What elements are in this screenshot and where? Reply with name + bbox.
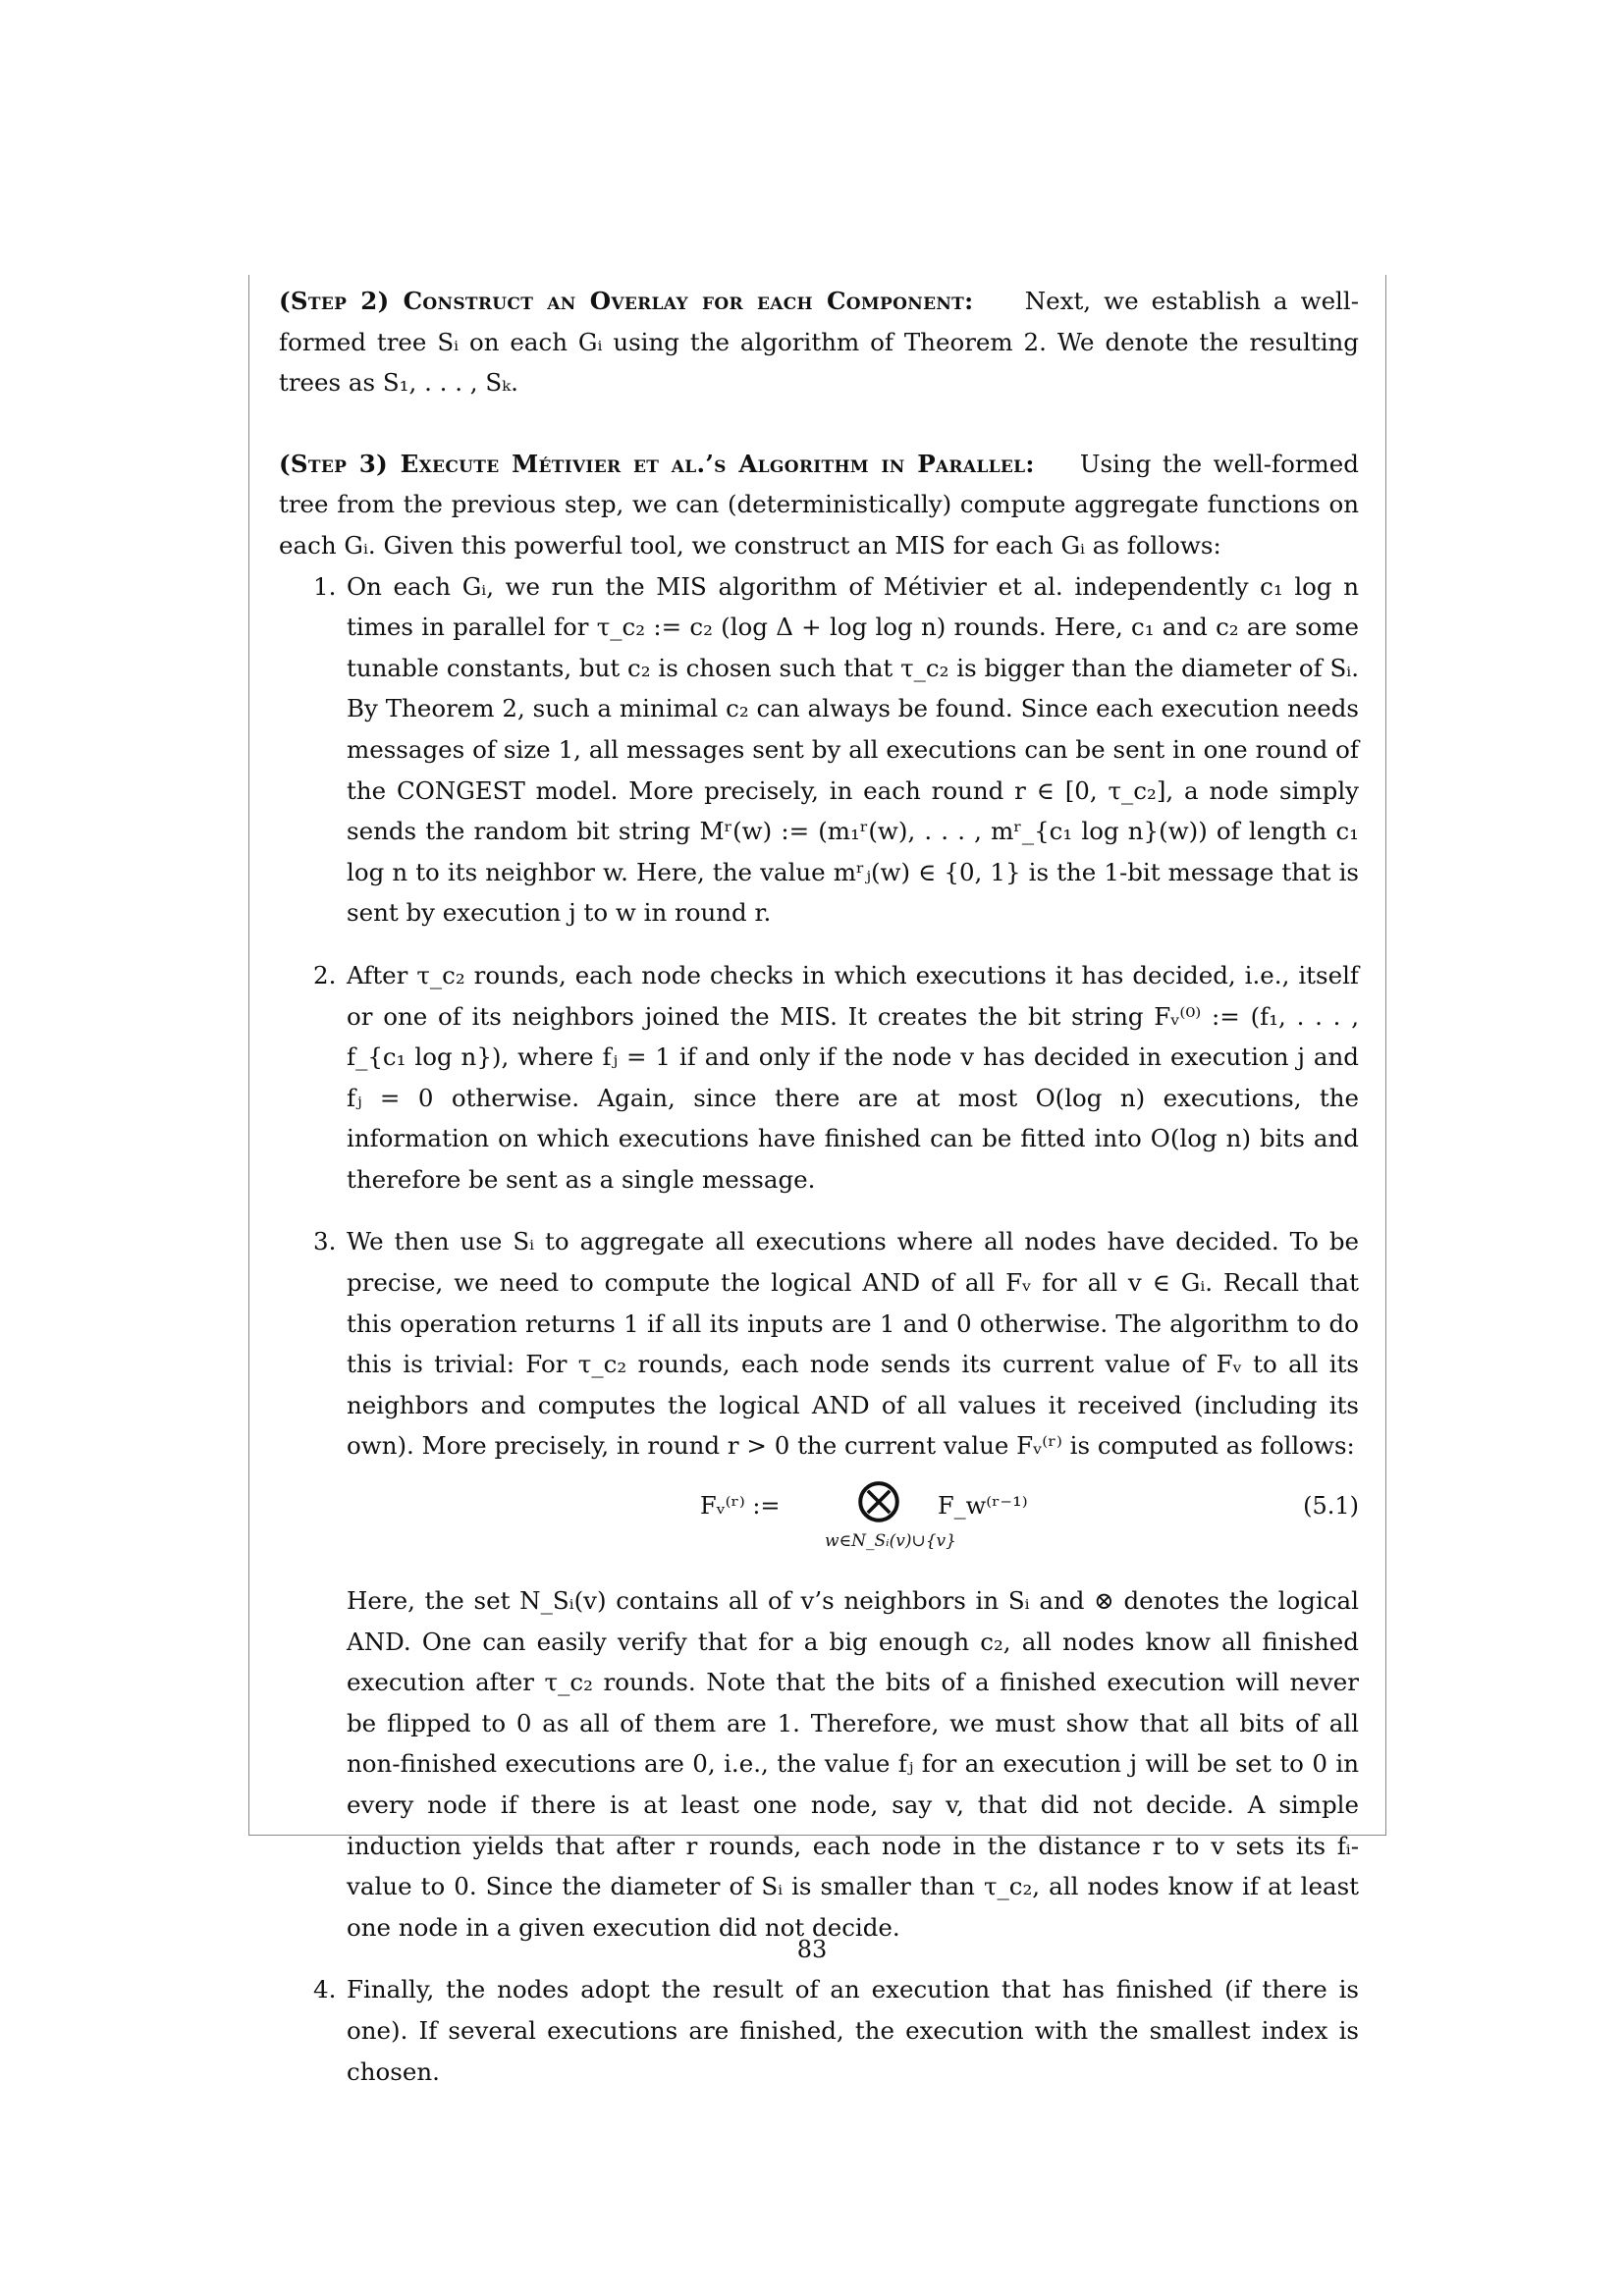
list-item (279, 955, 1359, 1201)
list-item-text: On each Gᵢ, we run the MIS algorithm of Métivier et al. independently c₁ log n times in parallel for τ_c₂ := c₂ (log Δ + log log n) rounds. Here, c₁ and c₂ are some tunable constants, but c₂ is chosen such that τ_c₂ is bigger than the diameter of Sᵢ. By Theorem 2, such a minimal c₂ can always be found. Since each execution needs messages of size 1, all messages sent by all executions can be sent in one round of the CONGEST model. More precisely, in each round r ∈ [0, τ_c₂], a node simply sends the random bit string Mʳ(w) := (m₁ʳ(w), . . . , mʳ_{c₁ log n}(w)) of length c₁ log n to its neighbor w. Here, the value mʳⱼ(w) ∈ {0, 1} is the 1-bit message that is sent by execution j to w in round r. (347, 571, 1359, 928)
list-item-number: 2. (313, 960, 337, 989)
list-item-text-continued: Here, the set N_Sᵢ(v) contains all of v’s neighbors in Sᵢ and ⊗ denotes the logical AND. One can easily verify that for a big enough c₂, all nodes know all finished execution after τ_c₂ rounds. Note that the bits of a finished execution will never be flipped to 0 as all of them are 1. Therefore, we must show that all bits of all non-finished executions are 0, i.e., the value fⱼ for an execution j will be set to 0 in every node if there is at least one node, say v, that did not decide. A simple induction yields that after r rounds, each node in the distance r to v sets its fᵢ-value to 0. Since the diameter of Sᵢ is smaller than τ_c₂, all nodes know if at least one node in a given execution did not decide. (347, 1586, 1359, 1942)
equation-subscript: w∈N_Sᵢ(v)∪{v} (825, 1531, 956, 1552)
list-item (279, 1969, 1359, 2092)
equation-number: (5.1) (1303, 1492, 1359, 1521)
step2-text: Next, we establish a well-formed tree Sᵢ on each Gᵢ using the algorithm of Theorem 2. We denote the resulting trees as S₁, . . . , Sₖ. (279, 287, 1360, 398)
step3-list (279, 566, 1359, 2093)
step2-paragraph (279, 281, 1359, 403)
equation-rhs: F_w⁽ʳ⁻¹⁾ (938, 1492, 1028, 1521)
equation-lhs: Fᵥ⁽ʳ⁾ := (700, 1492, 781, 1521)
list-item-number: 4. (313, 1975, 337, 2004)
equation-operator: ⨂ (857, 1474, 900, 1525)
step2-heading: (Step 2) Construct an Overlay for each Component: (279, 287, 974, 315)
list-item-number: 3. (313, 1227, 337, 1256)
list-item-text: We then use Sᵢ to aggregate all executions where all nodes have decided. To be precise, we need to compute the logical AND of all Fᵥ for all v ∈ Gᵢ. Recall that this operation returns 1 if all its inputs are 1 and 0 otherwise. The algorithm to do this is trivial: For τ_c₂ rounds, each node sends its current value of Fᵥ to all its neighbors and computes the logical AND of all values it received (including its own). More precisely, in round r > 0 the current value Fᵥ⁽ʳ⁾ is computed as follows: (347, 1227, 1359, 1461)
list-item (279, 566, 1359, 934)
step3-paragraph (279, 444, 1359, 566)
list-item-number: 1. (313, 571, 337, 601)
list-item-text: After τ_c₂ rounds, each node checks in which executions it has decided, i.e., itself or one of its neighbors joined the MIS. It creates the bit string Fᵥ⁽⁰⁾ := (f₁, . . . , f_{c₁ log n}), where fⱼ = 1 if and only if the node v has decided in execution j and fⱼ = 0 otherwise. Again, since there are at most O(log n) executions, the information on which executions have finished can be fitted into O(log n) bits and therefore be sent as a single message. (347, 960, 1359, 1194)
page-content (279, 281, 1359, 2092)
page-number: 83 (796, 1936, 828, 1963)
step3-heading: (Step 3) Execute Métivier et al.’s Algorithm in Parallel: (279, 449, 1035, 478)
equation-5-1 (347, 1474, 1359, 1567)
step3-text: Using the well-formed tree from the previous step, we can (deterministically) compute aggregate functions on each Gᵢ. Given this powerful tool, we construct an MIS for each Gᵢ as follows: (279, 449, 1359, 560)
list-item-text: Finally, the nodes adopt the result of an execution that has finished (if there is one). If several executions are finished, the execution with the smallest index is chosen. (347, 1975, 1359, 2086)
list-item (279, 1221, 1359, 1948)
